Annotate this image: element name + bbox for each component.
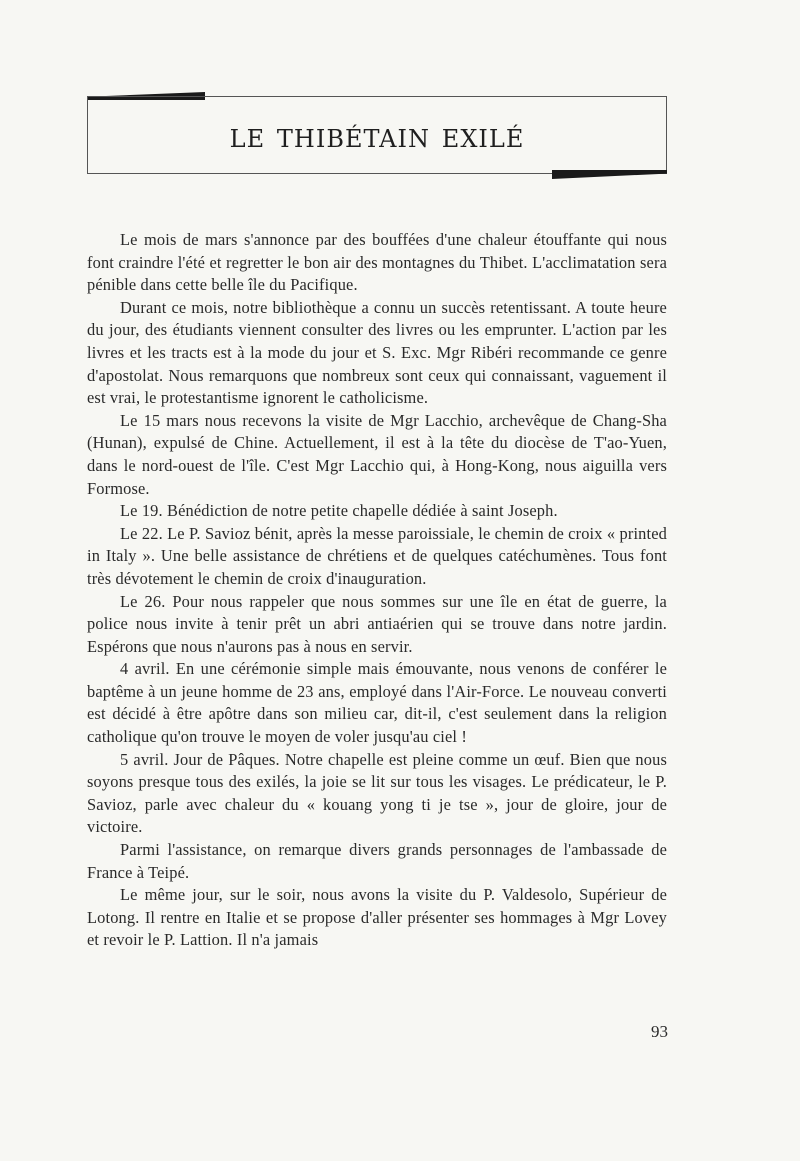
paragraph: 5 avril. Jour de Pâques. Notre chapelle est pleine comme un œuf. Bien que nous soyons presque tous des exilés, la joie se lit sur tous les visages. Le prédicateur, le P. Savioz, parle avec chaleur du « kouang yong ti je tse », jour de gloire, jour de victoire.: [87, 749, 667, 837]
paragraph: Parmi l'assistance, on remarque divers grands personnages de l'ambassade de France à Teipé.: [87, 840, 667, 882]
page-number: 93: [651, 1022, 668, 1041]
paragraph: Le 19. Bénédiction de notre petite chapelle dédiée à saint Joseph.: [120, 501, 558, 521]
paragraph: Durant ce mois, notre bibliothèque a connu un succès retentissant. A toute heure du jour, des étudiants viennent consulter des livres ou les emprunter. L'action par les livres et les tracts est à la mode du jour et S. Exc. Mgr Ribéri recommande ce genre d'apostolat. Nous remarquons que nombreux sont ceux qui connaissant, vaguement il est vrai, le protestantisme ignorent le catholicisme.: [87, 297, 667, 408]
paragraph: Le 22. Le P. Savioz bénit, après la messe paroissiale, le chemin de croix « printed in Italy ». Une belle assistance de chrétiens et de quelques catéchumènes. Tous font très dévotement le chemin de croix d'inauguration.: [87, 523, 667, 588]
paragraph: Le 26. Pour nous rappeler que nous sommes sur une île en état de guerre, la police nous invite à tenir prêt un abri antiaérien qui se trouve dans notre jardin. Espérons que nous n'aurons pas à nous en servir.: [87, 591, 667, 656]
body-text: [87, 229, 667, 952]
chapter-title: le thibétain exilé: [229, 116, 525, 156]
paragraph: 4 avril. En une cérémonie simple mais émouvante, nous venons de conférer le baptême à un jeune homme de 23 ans, employé dans l'Air-Force. Le nouveau converti est décidé à être apôtre dans son milieu car, dit-il, c'est seulement dans la religion catholique qu'on trouve le moyen de voler jusqu'au ciel !: [87, 659, 667, 747]
paragraph: Le mois de mars s'annonce par des bouffées d'une chaleur étouffante qui nous font craindre l'été et regretter le bon air des montagnes du Thibet. L'acclimatation sera pénible dans cette belle île du Pacifique.: [87, 230, 667, 295]
paragraph: Le même jour, sur le soir, nous avons la visite du P. Valdesolo, Supérieur de Lotong. Il rentre en Italie et se propose d'aller présenter ses hommages à Mgr Lovey et revoir le P. Lattion. Il n'a jamais: [87, 885, 667, 950]
paragraph: Le 15 mars nous recevons la visite de Mgr Lacchio, archevêque de Chang-Sha (Hunan), expulsé de Chine. Actuellement, il est à la tête du diocèse de T'ao-Yuen, dans le nord-ouest de l'île. C'est Mgr Lacchio qui, à Hong-Kong, nous aiguilla vers Formose.: [87, 410, 667, 498]
